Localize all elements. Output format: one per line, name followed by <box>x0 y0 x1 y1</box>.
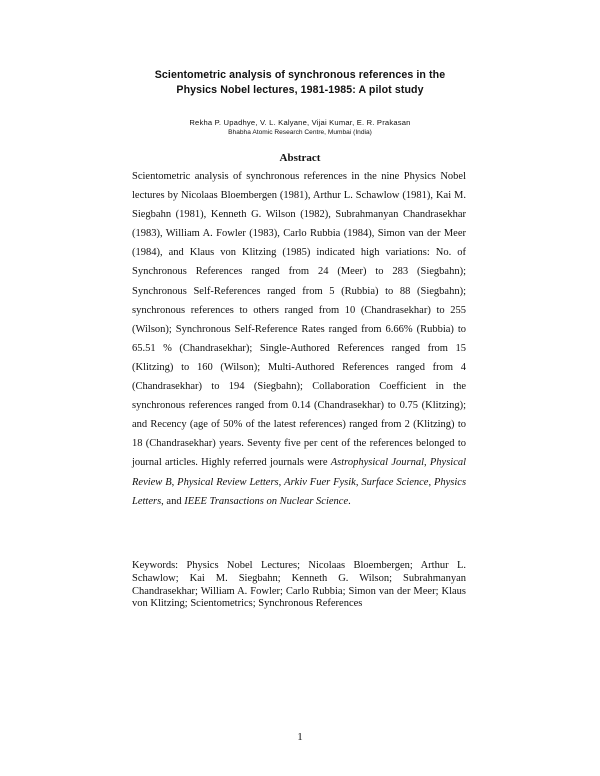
abstract-text: Scientometric analysis of synchronous references in the nine Physics Nobel lectures by Nicolaas Bloembergen (1981), Arthur L. Schawlow (1981), Kai M. Siegbahn (1981), Kenneth G. Wilson (1982), Subrahmanyan Chandrasekhar (1983), William A. Fowler (1983), Carlo Rubbia (1984), Simon van der Meer (1984), and Klaus von Klitzing (1985) indicated high variations: No. of Synchronous References ranged from 24 (Meer) to 283 (Siegbahn); Synchronous Self-References ranged from 5 (Rubbia) to 88 (Siegbahn); synchronous references to others ranged from 10 (Chandrasekhar) to 255 (Wilson); Synchronous Self-Reference Rates ranged from 6.66% (Rubbia) to 65.51 % (Chandrasekhar); Single-Authored References ranged from 15 (Klitzing) to 160 (Wilson); Multi-Authored References ranged from 4 (Chandrasekhar) to 194 (Siegbahn); Collaboration Coefficient in the synchronous references ranged from 0.14 (Chandrasekhar) to 0.75 (Klitzing); and Recency (age of 50% of the latest references) ranged from 2 (Klitzing) to 18 (Chandrasekhar) years. Seventy five per cent of the references belonged to journal articles. Highly referred journals were <box>132 171 466 469</box>
affiliation: Bhabha Atomic Research Centre, Mumbai (India) <box>228 129 372 136</box>
journal-name: Astrophysical Journal <box>330 457 424 469</box>
journal-separator: , <box>428 476 434 488</box>
keywords: Keywords: Physics Nobel Lectures; Nicolaas Bloembergen; Arthur L. Schawlow; Kai M. Siegbahn; Kenneth G. Wilson; Subrahmanyan Chandrasekhar; William A. Fowler; Carlo Rubbia; Simon van der Meer; Klaus von Klitzing; Scientometrics; Synchronous References <box>132 560 466 610</box>
abstract-body <box>132 167 466 511</box>
journal-name: Physical Review Letters <box>177 476 279 488</box>
journal-separator: , <box>424 457 430 469</box>
journal-name: Physics Letters <box>132 476 467 507</box>
paper-title <box>120 68 480 98</box>
paper-title-line-1: Scientometric analysis of synchronous references in the <box>154 69 446 81</box>
journal-separator: , <box>355 476 362 488</box>
paper-title-line-2: Physics Nobel lectures, 1981-1985: A pilot study <box>176 84 424 96</box>
journal-separator: , <box>171 476 178 488</box>
journal-name: Arkiv Fuer Fysik <box>284 476 356 488</box>
journal-name: Physical Review B <box>132 457 467 488</box>
page-number: 1 <box>297 731 303 743</box>
journal-separator: , and <box>161 495 185 507</box>
journal-name: IEEE Transactions on Nuclear Science <box>184 495 349 507</box>
abstract-end: . <box>348 495 351 507</box>
author-list: Rekha P. Upadhye, V. L. Kalyane, Vijai Kumar, E. R. Prakasan <box>189 118 411 127</box>
abstract-heading: Abstract <box>279 152 321 164</box>
journal-separator: , <box>278 476 285 488</box>
journal-name: Surface Science <box>361 476 429 488</box>
